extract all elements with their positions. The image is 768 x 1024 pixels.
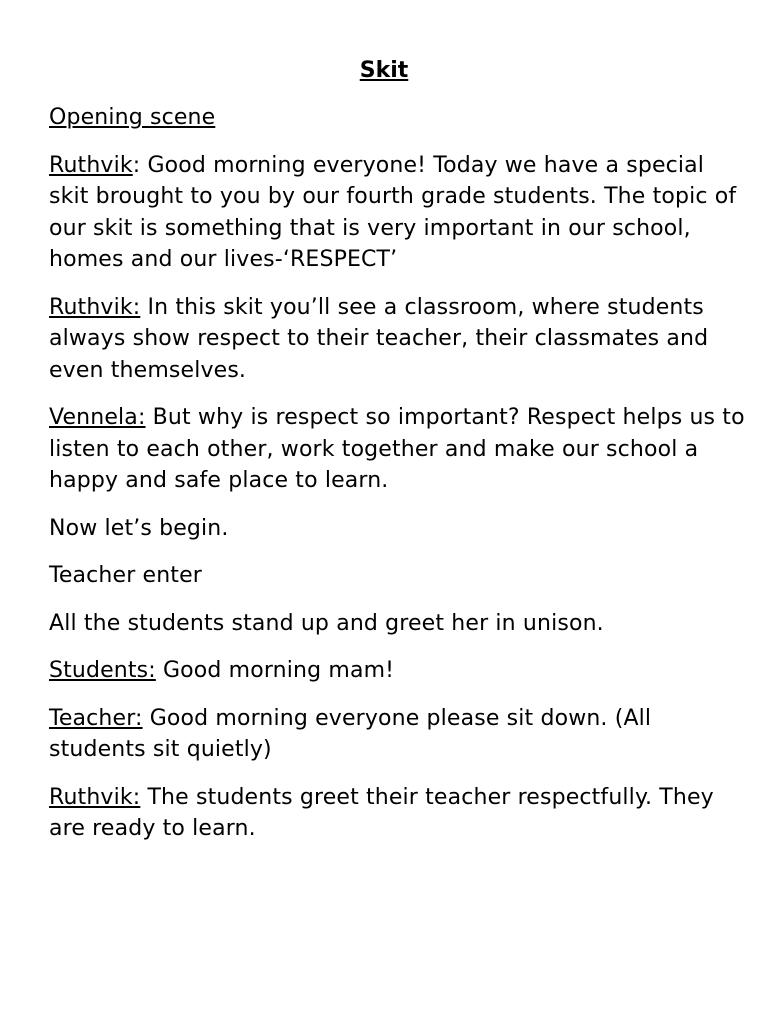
speaker-name: Students: bbox=[49, 658, 156, 683]
narration-paragraph-2 bbox=[49, 560, 749, 592]
dialogue-text: Good morning everyone! Today we have a special skit brought to you by our fourth grade students. The topic of our skit is something that is very important in our school, homes and our lives-‘RESPECT’ bbox=[49, 152, 737, 272]
narration-text: Now let’s begin. bbox=[49, 515, 229, 541]
dialogue-paragraph-2 bbox=[49, 292, 749, 387]
speaker-name: Ruthvik: bbox=[49, 784, 141, 810]
dialogue-paragraph-3 bbox=[49, 402, 749, 497]
speaker-separator bbox=[146, 405, 153, 430]
speaker-name: Ruthvik: bbox=[49, 294, 141, 320]
speaker-separator bbox=[156, 658, 163, 683]
speaker-separator bbox=[143, 706, 150, 731]
dialogue-paragraph-1 bbox=[49, 150, 749, 276]
opening-scene-heading bbox=[49, 102, 749, 134]
dialogue-paragraph-5 bbox=[49, 703, 749, 766]
narration-text: Teacher enter bbox=[49, 563, 202, 588]
dialogue-text: The students greet their teacher respectfully. They are ready to learn. bbox=[49, 784, 714, 841]
dialogue-text: Good morning mam! bbox=[162, 658, 395, 683]
narration-text: All the students stand up and greet her in unison. bbox=[49, 610, 604, 636]
dialogue-text: In this skit you’ll see a classroom, where students always show respect to their teacher, their classmates and even themselves. bbox=[49, 294, 709, 383]
speaker-name: Ruthvik bbox=[49, 152, 133, 178]
speaker-name: Vennela: bbox=[49, 405, 146, 430]
document-body bbox=[49, 102, 749, 861]
dialogue-text: But why is respect so important? Respect helps us to listen to each other, work together and make our school a happy and safe place to learn. bbox=[49, 405, 745, 493]
dialogue-paragraph-6 bbox=[49, 782, 749, 845]
speaker-name: Teacher: bbox=[49, 705, 143, 731]
narration-paragraph-1 bbox=[49, 513, 749, 545]
document-title: Skit bbox=[359, 58, 409, 83]
dialogue-paragraph-4 bbox=[49, 655, 749, 687]
dialogue-text: Good morning everyone please sit down. (All students sit quietly) bbox=[49, 705, 652, 762]
speaker-separator: : bbox=[132, 152, 148, 178]
scene-heading-text: Opening scene bbox=[49, 105, 216, 130]
narration-paragraph-3 bbox=[49, 608, 749, 640]
